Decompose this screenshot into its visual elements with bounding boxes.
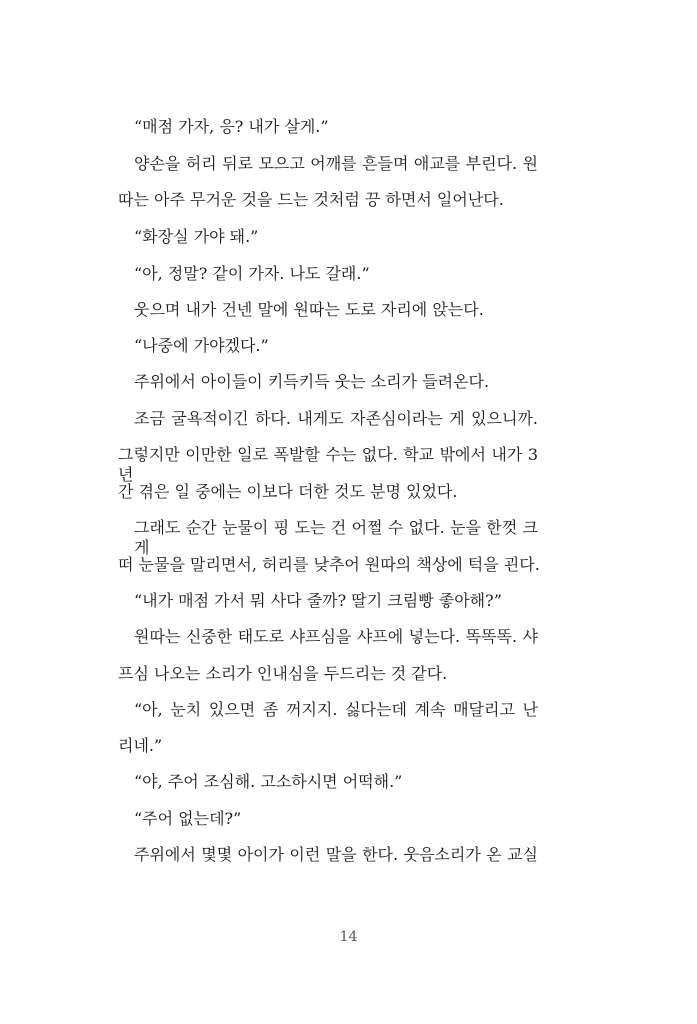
text-line: “매점 가자, 응? 내가 살게.” <box>134 117 329 136</box>
text-line: 프심 나오는 소리가 인내심을 두드리는 것 같다. <box>118 664 448 683</box>
text-line: 주위에서 아이들이 키득키득 웃는 소리가 들려온다. <box>134 372 490 391</box>
text-line: 웃으며 내가 건넨 말에 원따는 도로 자리에 앉는다. <box>134 300 484 319</box>
text-line: “내가 매점 가서 뭐 사다 줄까? 딸기 크림빵 좋아해?” <box>134 591 502 610</box>
text-line: 간 겪은 일 중에는 이보다 더한 것도 분명 있었다. <box>118 482 458 501</box>
text-line: “주어 없는데?” <box>134 809 242 828</box>
text-line: 원따는 신중한 태도로 샤프심을 샤프에 넣는다. 똑똑똑. 샤 <box>134 627 538 646</box>
text-line: 그래도 순간 눈물이 핑 도는 건 어쩔 수 없다. 눈을 한껏 크게 <box>134 518 538 557</box>
text-line: “아, 정말? 같이 가자. 나도 갈래.” <box>134 264 370 283</box>
page-number: 14 <box>339 929 358 945</box>
text-line: 주위에서 몇몇 아이가 이런 말을 한다. 웃음소리가 온 교실 <box>134 845 538 864</box>
text-line: 그렇지만 이만한 일로 폭발할 수는 없다. 학교 밖에서 내가 3년 <box>118 445 538 484</box>
text-line: 조금 굴욕적이긴 하다. 내게도 자존심이라는 게 있으니까. <box>134 409 538 428</box>
text-line: 떠 눈물을 말리면서, 허리를 낮추어 원따의 책상에 턱을 괸다. <box>118 555 540 574</box>
text-line: 리네.” <box>118 736 163 755</box>
text-line: “나중에 가야겠다.” <box>134 336 269 355</box>
text-line: “화장실 가야 돼.” <box>134 227 259 246</box>
text-line: 따는 아주 무거운 것을 드는 것처럼 끙 하면서 일어난다. <box>118 190 504 209</box>
text-line: 양손을 허리 뒤로 모으고 어깨를 흔들며 애교를 부린다. 원 <box>134 154 538 173</box>
text-line: “아, 눈치 있으면 좀 꺼지지. 싫다는데 계속 매달리고 난 <box>134 700 538 719</box>
text-line: “야, 주어 조심해. 고소하시면 어떡해.” <box>134 772 403 791</box>
